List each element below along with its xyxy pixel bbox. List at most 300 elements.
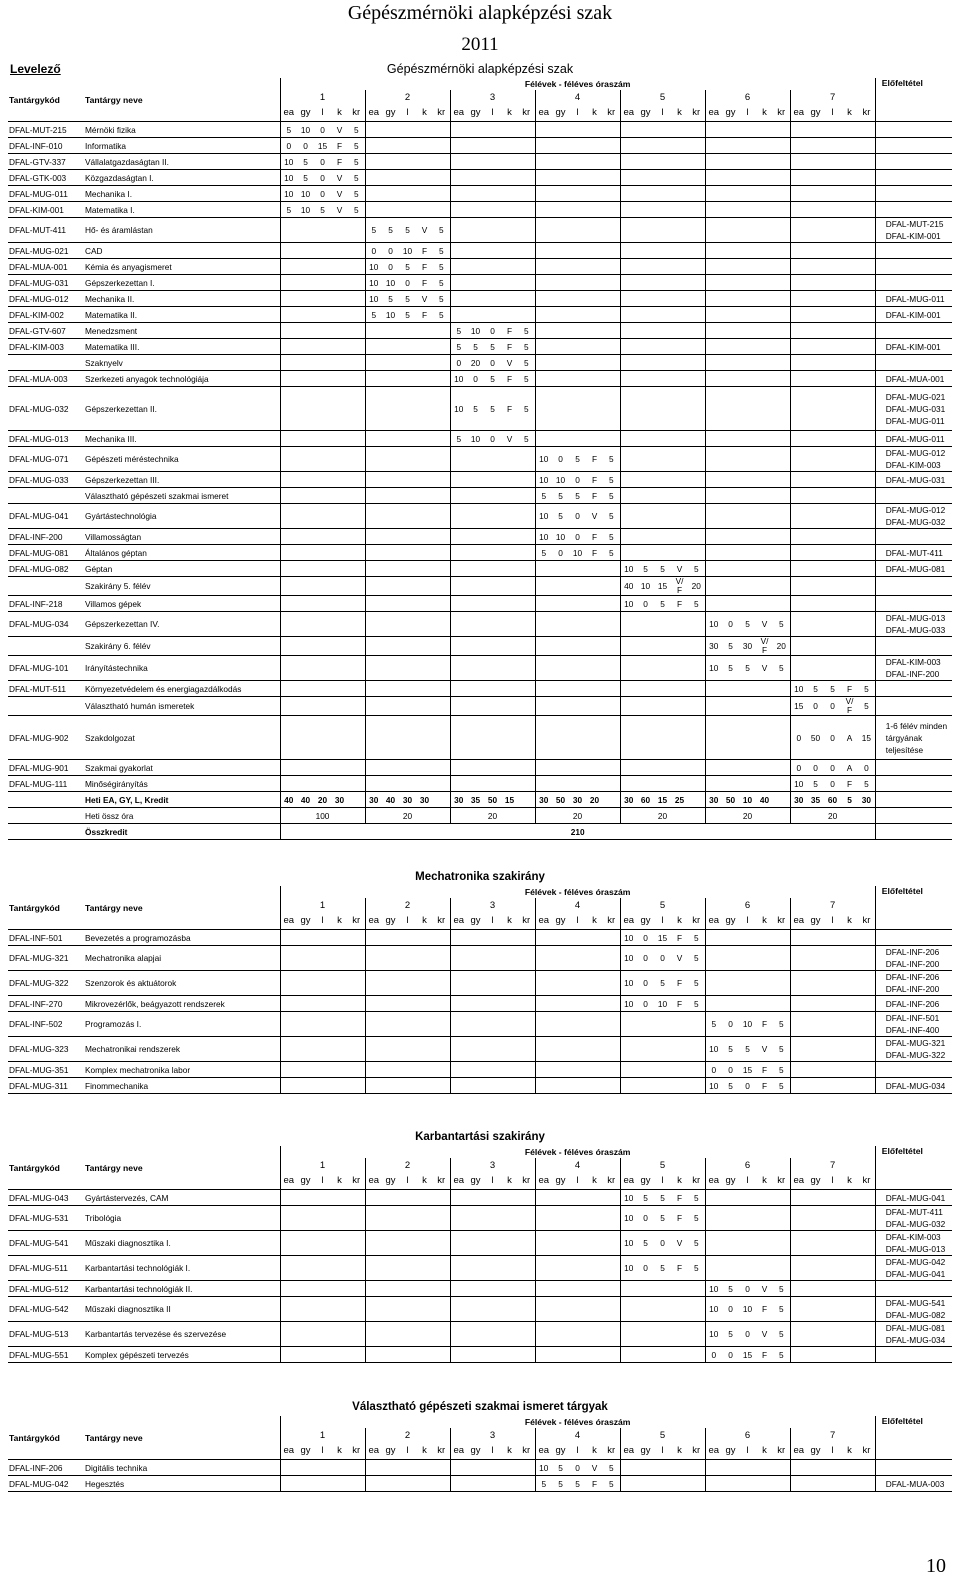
hours-cell [773, 971, 790, 996]
hours-cell [722, 1460, 739, 1476]
hours-cell [467, 1476, 484, 1492]
hours-cell [382, 323, 399, 339]
hours-cell: 5 [739, 1037, 756, 1062]
hours-cell [297, 447, 314, 472]
prerequisite-cell [875, 472, 952, 488]
hours-cell [569, 1347, 586, 1363]
weekly-summary-cell: 40 [280, 792, 297, 808]
hours-cell: 10 [620, 596, 637, 612]
hours-cell [654, 1347, 671, 1363]
table-row [8, 1476, 952, 1492]
hours-cell [841, 243, 858, 259]
hours-cell [535, 577, 552, 596]
hours-cell [586, 612, 603, 637]
prerequisite-cell [875, 1476, 952, 1492]
hours-cell [382, 1190, 399, 1206]
hours-cell [603, 122, 620, 138]
hours-cell [773, 1460, 790, 1476]
table-row [8, 1297, 952, 1322]
course-name: Mechanika II. [84, 291, 280, 307]
hours-cell [586, 697, 603, 716]
hours-cell [620, 1322, 637, 1347]
weekly-summary-cell: 30 [705, 792, 722, 808]
hours-cell [552, 371, 569, 387]
table-row [8, 1206, 952, 1231]
prerequisite-cell [875, 339, 952, 355]
hours-cell: 5 [348, 186, 365, 202]
hours-cell [841, 996, 858, 1012]
hours-cell [348, 504, 365, 529]
hours-cell [858, 1012, 875, 1037]
hours-cell [688, 504, 705, 529]
course-name: Környezetvédelem és energiagazdálkodás [84, 681, 280, 697]
hours-cell [773, 697, 790, 716]
hours-cell [807, 1297, 824, 1322]
hours-cell [841, 577, 858, 596]
hours-cell [705, 596, 722, 612]
hours-cell [858, 154, 875, 170]
hours-cell [365, 1062, 382, 1078]
hours-cell [824, 431, 841, 447]
hours-cell: 5 [552, 1476, 569, 1492]
hours-cell [535, 1347, 552, 1363]
hours-cell [331, 946, 348, 971]
hours-cell [467, 681, 484, 697]
sub-column-header: gy [722, 104, 739, 122]
hours-cell: 5 [433, 259, 450, 275]
prerequisite-code: DFAL-INF-206 [885, 998, 940, 1009]
hours-cell [603, 1037, 620, 1062]
hours-cell [433, 1078, 450, 1094]
hours-cell: 10 [654, 996, 671, 1012]
hours-cell [297, 1297, 314, 1322]
hours-cell [790, 170, 807, 186]
hours-cell [450, 170, 467, 186]
hours-cell: 15 [739, 1347, 756, 1363]
hours-cell [280, 716, 297, 760]
hours-cell [297, 1206, 314, 1231]
hours-cell [722, 275, 739, 291]
hours-cell [433, 1206, 450, 1231]
hours-cell [654, 243, 671, 259]
table-row [8, 339, 952, 355]
hours-cell [807, 1190, 824, 1206]
sub-column-header: l [314, 1172, 331, 1190]
hours-cell [297, 930, 314, 946]
hours-cell [790, 1231, 807, 1256]
hours-cell [569, 371, 586, 387]
hours-cell [807, 1062, 824, 1078]
hours-cell [484, 1347, 501, 1363]
hours-cell [620, 776, 637, 792]
hours-cell [620, 681, 637, 697]
hours-cell [280, 1037, 297, 1062]
hours-cell [705, 1190, 722, 1206]
hours-cell: 5 [773, 1347, 790, 1363]
prerequisite-code: DFAL-KIM-001 [885, 341, 941, 352]
hours-cell [705, 681, 722, 697]
prerequisite-cell [875, 596, 952, 612]
hours-cell [824, 355, 841, 371]
hours-cell: F [671, 1190, 688, 1206]
hours-cell [722, 681, 739, 697]
hours-cell [586, 1231, 603, 1256]
sub-column-header: k [841, 1442, 858, 1460]
hours-cell [348, 561, 365, 577]
hours-cell [518, 681, 535, 697]
hours-cell: 20 [467, 355, 484, 371]
hours-cell [841, 387, 858, 431]
hours-cell [705, 138, 722, 154]
hours-cell [382, 339, 399, 355]
hours-cell [552, 637, 569, 656]
hours-cell [365, 529, 382, 545]
hours-cell [603, 323, 620, 339]
hours-cell [331, 930, 348, 946]
hours-cell [467, 307, 484, 323]
hours-cell [705, 259, 722, 275]
hours-cell [586, 218, 603, 243]
hours-cell: 5 [722, 1037, 739, 1062]
hours-cell [569, 776, 586, 792]
hours-cell [824, 387, 841, 431]
sub-column-header: kr [603, 1172, 620, 1190]
hours-cell [331, 1281, 348, 1297]
hours-cell [314, 760, 331, 776]
sub-column-header: l [739, 1172, 756, 1190]
weekly-summary-cell: 30 [569, 792, 586, 808]
hours-cell [314, 1322, 331, 1347]
course-code: DFAL-INF-206 [8, 1460, 84, 1476]
hours-cell [382, 1062, 399, 1078]
hours-cell [824, 170, 841, 186]
hours-cell [858, 971, 875, 996]
sub-column-header: kr [603, 1442, 620, 1460]
hours-cell: 5 [603, 545, 620, 561]
hours-cell [688, 154, 705, 170]
hours-cell [688, 243, 705, 259]
hours-cell [280, 697, 297, 716]
sub-column-header: kr [773, 912, 790, 930]
code-column-header: Tantárgykód [8, 1146, 84, 1190]
hours-cell: V [501, 431, 518, 447]
hours-cell [535, 971, 552, 996]
hours-cell: 5 [603, 504, 620, 529]
prerequisite-code: DFAL-INF-200 [885, 669, 940, 679]
semester-header: 1 [280, 1158, 365, 1172]
hours-cell [688, 529, 705, 545]
hours-cell [331, 323, 348, 339]
hours-cell: 0 [858, 760, 875, 776]
hours-cell [399, 1231, 416, 1256]
hours-cell [348, 996, 365, 1012]
hours-cell [620, 307, 637, 323]
hours-cell [382, 1347, 399, 1363]
hours-cell [824, 1322, 841, 1347]
hours-cell [722, 1256, 739, 1281]
hours-cell [484, 259, 501, 275]
hours-cell [773, 431, 790, 447]
hours-cell: 0 [722, 1062, 739, 1078]
hours-cell [501, 1322, 518, 1347]
semester-header: 4 [535, 898, 620, 912]
hours-cell: 10 [620, 996, 637, 1012]
hours-cell [535, 259, 552, 275]
hours-cell [722, 339, 739, 355]
prerequisite-cell [875, 1078, 952, 1094]
hours-cell [688, 656, 705, 681]
hours-cell [705, 186, 722, 202]
hours-cell [518, 716, 535, 760]
hours-cell [501, 488, 518, 504]
hours-cell [501, 716, 518, 760]
hours-cell: V [586, 1460, 603, 1476]
hours-cell [790, 996, 807, 1012]
hours-cell [858, 355, 875, 371]
hours-cell [841, 1476, 858, 1492]
hours-cell [501, 1037, 518, 1062]
course-name: Karbantartási technológiák I. [84, 1256, 280, 1281]
hours-cell: 0 [807, 760, 824, 776]
hours-cell [314, 529, 331, 545]
hours-cell [722, 243, 739, 259]
course-code: DFAL-MUG-531 [8, 1206, 84, 1231]
hours-cell: F [756, 1078, 773, 1094]
sub-column-header: k [416, 1172, 433, 1190]
hours-cell [433, 122, 450, 138]
hours-cell: 0 [739, 1281, 756, 1297]
hours-cell [450, 447, 467, 472]
hours-cell [603, 371, 620, 387]
hours-cell [790, 218, 807, 243]
sub-column-header: gy [637, 1442, 654, 1460]
hours-cell [501, 1012, 518, 1037]
hours-cell [467, 291, 484, 307]
hours-cell [824, 186, 841, 202]
hours-cell [637, 1078, 654, 1094]
course-name: Menedzsment [84, 323, 280, 339]
sub-column-header: ea [790, 1442, 807, 1460]
hours-cell [552, 716, 569, 760]
course-code: DFAL-MUG-542 [8, 1297, 84, 1322]
hours-cell [297, 259, 314, 275]
hours-cell: 5 [654, 1256, 671, 1281]
hours-cell [569, 561, 586, 577]
hours-cell [518, 447, 535, 472]
semester-header: 6 [705, 898, 790, 912]
prerequisite-cell [875, 545, 952, 561]
hours-cell [637, 323, 654, 339]
hours-cell [722, 504, 739, 529]
course-name: Szaknyelv [84, 355, 280, 371]
hours-cell [603, 1347, 620, 1363]
hours-cell [620, 529, 637, 545]
sub-column-header: ea [620, 1442, 637, 1460]
prerequisite-cell [875, 996, 952, 1012]
hours-cell [569, 1062, 586, 1078]
hours-cell [467, 218, 484, 243]
hours-cell: 0 [739, 1322, 756, 1347]
hours-cell [450, 697, 467, 716]
page-number: 10 [926, 1555, 946, 1577]
total-hours-cell: 20 [705, 808, 790, 824]
hours-cell [535, 371, 552, 387]
hours-cell: 0 [705, 1347, 722, 1363]
hours-cell [365, 431, 382, 447]
hours-cell [501, 307, 518, 323]
hours-cell [535, 996, 552, 1012]
hours-cell [569, 355, 586, 371]
hours-cell [569, 596, 586, 612]
hours-cell [280, 1460, 297, 1476]
hours-cell [365, 355, 382, 371]
hours-cell: 15 [739, 1062, 756, 1078]
hours-cell [858, 1281, 875, 1297]
hours-cell [807, 1037, 824, 1062]
course-code: DFAL-MUT-411 [8, 218, 84, 243]
hours-cell [297, 1281, 314, 1297]
hours-cell: 10 [620, 1206, 637, 1231]
hours-cell: 10 [552, 472, 569, 488]
hours-cell: 5 [603, 529, 620, 545]
hours-cell: 5 [773, 1281, 790, 1297]
hours-cell [603, 186, 620, 202]
hours-cell [807, 472, 824, 488]
course-name: Informatika [84, 138, 280, 154]
hours-cell: 5 [348, 154, 365, 170]
weekly-summary-cell: 50 [722, 792, 739, 808]
hours-cell [484, 529, 501, 545]
course-name: Villamos gépek [84, 596, 280, 612]
hours-cell [501, 122, 518, 138]
hours-cell [705, 447, 722, 472]
hours-cell [807, 1206, 824, 1231]
sub-column-header: k [416, 104, 433, 122]
hours-cell [671, 472, 688, 488]
hours-cell [637, 637, 654, 656]
hours-cell [297, 275, 314, 291]
course-code: DFAL-MUA-003 [8, 371, 84, 387]
hours-cell [637, 1012, 654, 1037]
hours-cell [433, 170, 450, 186]
hours-cell [841, 488, 858, 504]
sub-column-header: gy [467, 1442, 484, 1460]
hours-cell [416, 656, 433, 681]
semester-header: 2 [365, 898, 450, 912]
hours-cell [637, 1476, 654, 1492]
hours-cell [314, 545, 331, 561]
hours-cell: 5 [654, 971, 671, 996]
hours-cell [416, 170, 433, 186]
hours-cell [297, 681, 314, 697]
hours-cell [858, 1297, 875, 1322]
hours-cell: 0 [637, 946, 654, 971]
table-row [8, 776, 952, 792]
hours-cell [824, 637, 841, 656]
hours-cell [569, 681, 586, 697]
sub-column-header: k [331, 1442, 348, 1460]
hours-cell [603, 760, 620, 776]
hours-cell [314, 323, 331, 339]
hours-cell [705, 291, 722, 307]
hours-cell [399, 1476, 416, 1492]
table-row [8, 946, 952, 971]
table-row [8, 472, 952, 488]
prerequisite-code: DFAL-MUG-013 [885, 613, 946, 623]
hours-cell [348, 307, 365, 323]
hours-cell [484, 637, 501, 656]
hours-cell: 10 [739, 1012, 756, 1037]
hours-cell [331, 1476, 348, 1492]
hours-cell [518, 186, 535, 202]
hours-cell: 0 [314, 154, 331, 170]
hours-cell [433, 447, 450, 472]
hours-cell [467, 1078, 484, 1094]
sub-column-header: k [671, 1172, 688, 1190]
hours-cell [790, 122, 807, 138]
course-code: DFAL-INF-200 [8, 529, 84, 545]
sub-column-header: l [739, 912, 756, 930]
hours-cell [807, 656, 824, 681]
hours-cell [280, 218, 297, 243]
hours-cell: 0 [552, 447, 569, 472]
hours-cell: 0 [824, 716, 841, 760]
hours-cell [433, 339, 450, 355]
hours-cell: V/ F [671, 577, 688, 596]
hours-cell [552, 656, 569, 681]
hours-cell: F [501, 371, 518, 387]
hours-cell [280, 291, 297, 307]
hours-cell [637, 776, 654, 792]
course-code: DFAL-MUG-033 [8, 472, 84, 488]
hours-cell [365, 637, 382, 656]
hours-cell: 5 [518, 371, 535, 387]
hours-cell [280, 1206, 297, 1231]
hours-cell [739, 1460, 756, 1476]
prerequisite-code: DFAL-MUA-001 [885, 373, 945, 384]
hours-cell: V [586, 504, 603, 529]
hours-cell [297, 1322, 314, 1347]
hours-cell: 5 [552, 1460, 569, 1476]
hours-cell [637, 716, 654, 760]
prerequisite-cell [875, 307, 952, 323]
hours-cell [858, 275, 875, 291]
sub-column-header: l [569, 1442, 586, 1460]
hours-cell [535, 154, 552, 170]
hours-cell [637, 760, 654, 776]
hours-cell [722, 447, 739, 472]
hours-cell: 0 [314, 122, 331, 138]
hours-cell [858, 1322, 875, 1347]
hours-cell [739, 1206, 756, 1231]
prerequisite-cell [875, 154, 952, 170]
prerequisite-cell [875, 170, 952, 186]
hours-cell [807, 1347, 824, 1363]
hours-cell [382, 577, 399, 596]
study-mode-label: Levelező [10, 62, 61, 76]
sub-column-header: gy [467, 912, 484, 930]
hours-cell [705, 561, 722, 577]
hours-cell [484, 1206, 501, 1231]
hours-cell [671, 186, 688, 202]
hours-cell [654, 1037, 671, 1062]
hours-cell [586, 1062, 603, 1078]
hours-cell [739, 138, 756, 154]
course-code: DFAL-GTK-003 [8, 170, 84, 186]
hours-cell [739, 1190, 756, 1206]
hours-cell [399, 122, 416, 138]
hours-cell: 5 [858, 681, 875, 697]
